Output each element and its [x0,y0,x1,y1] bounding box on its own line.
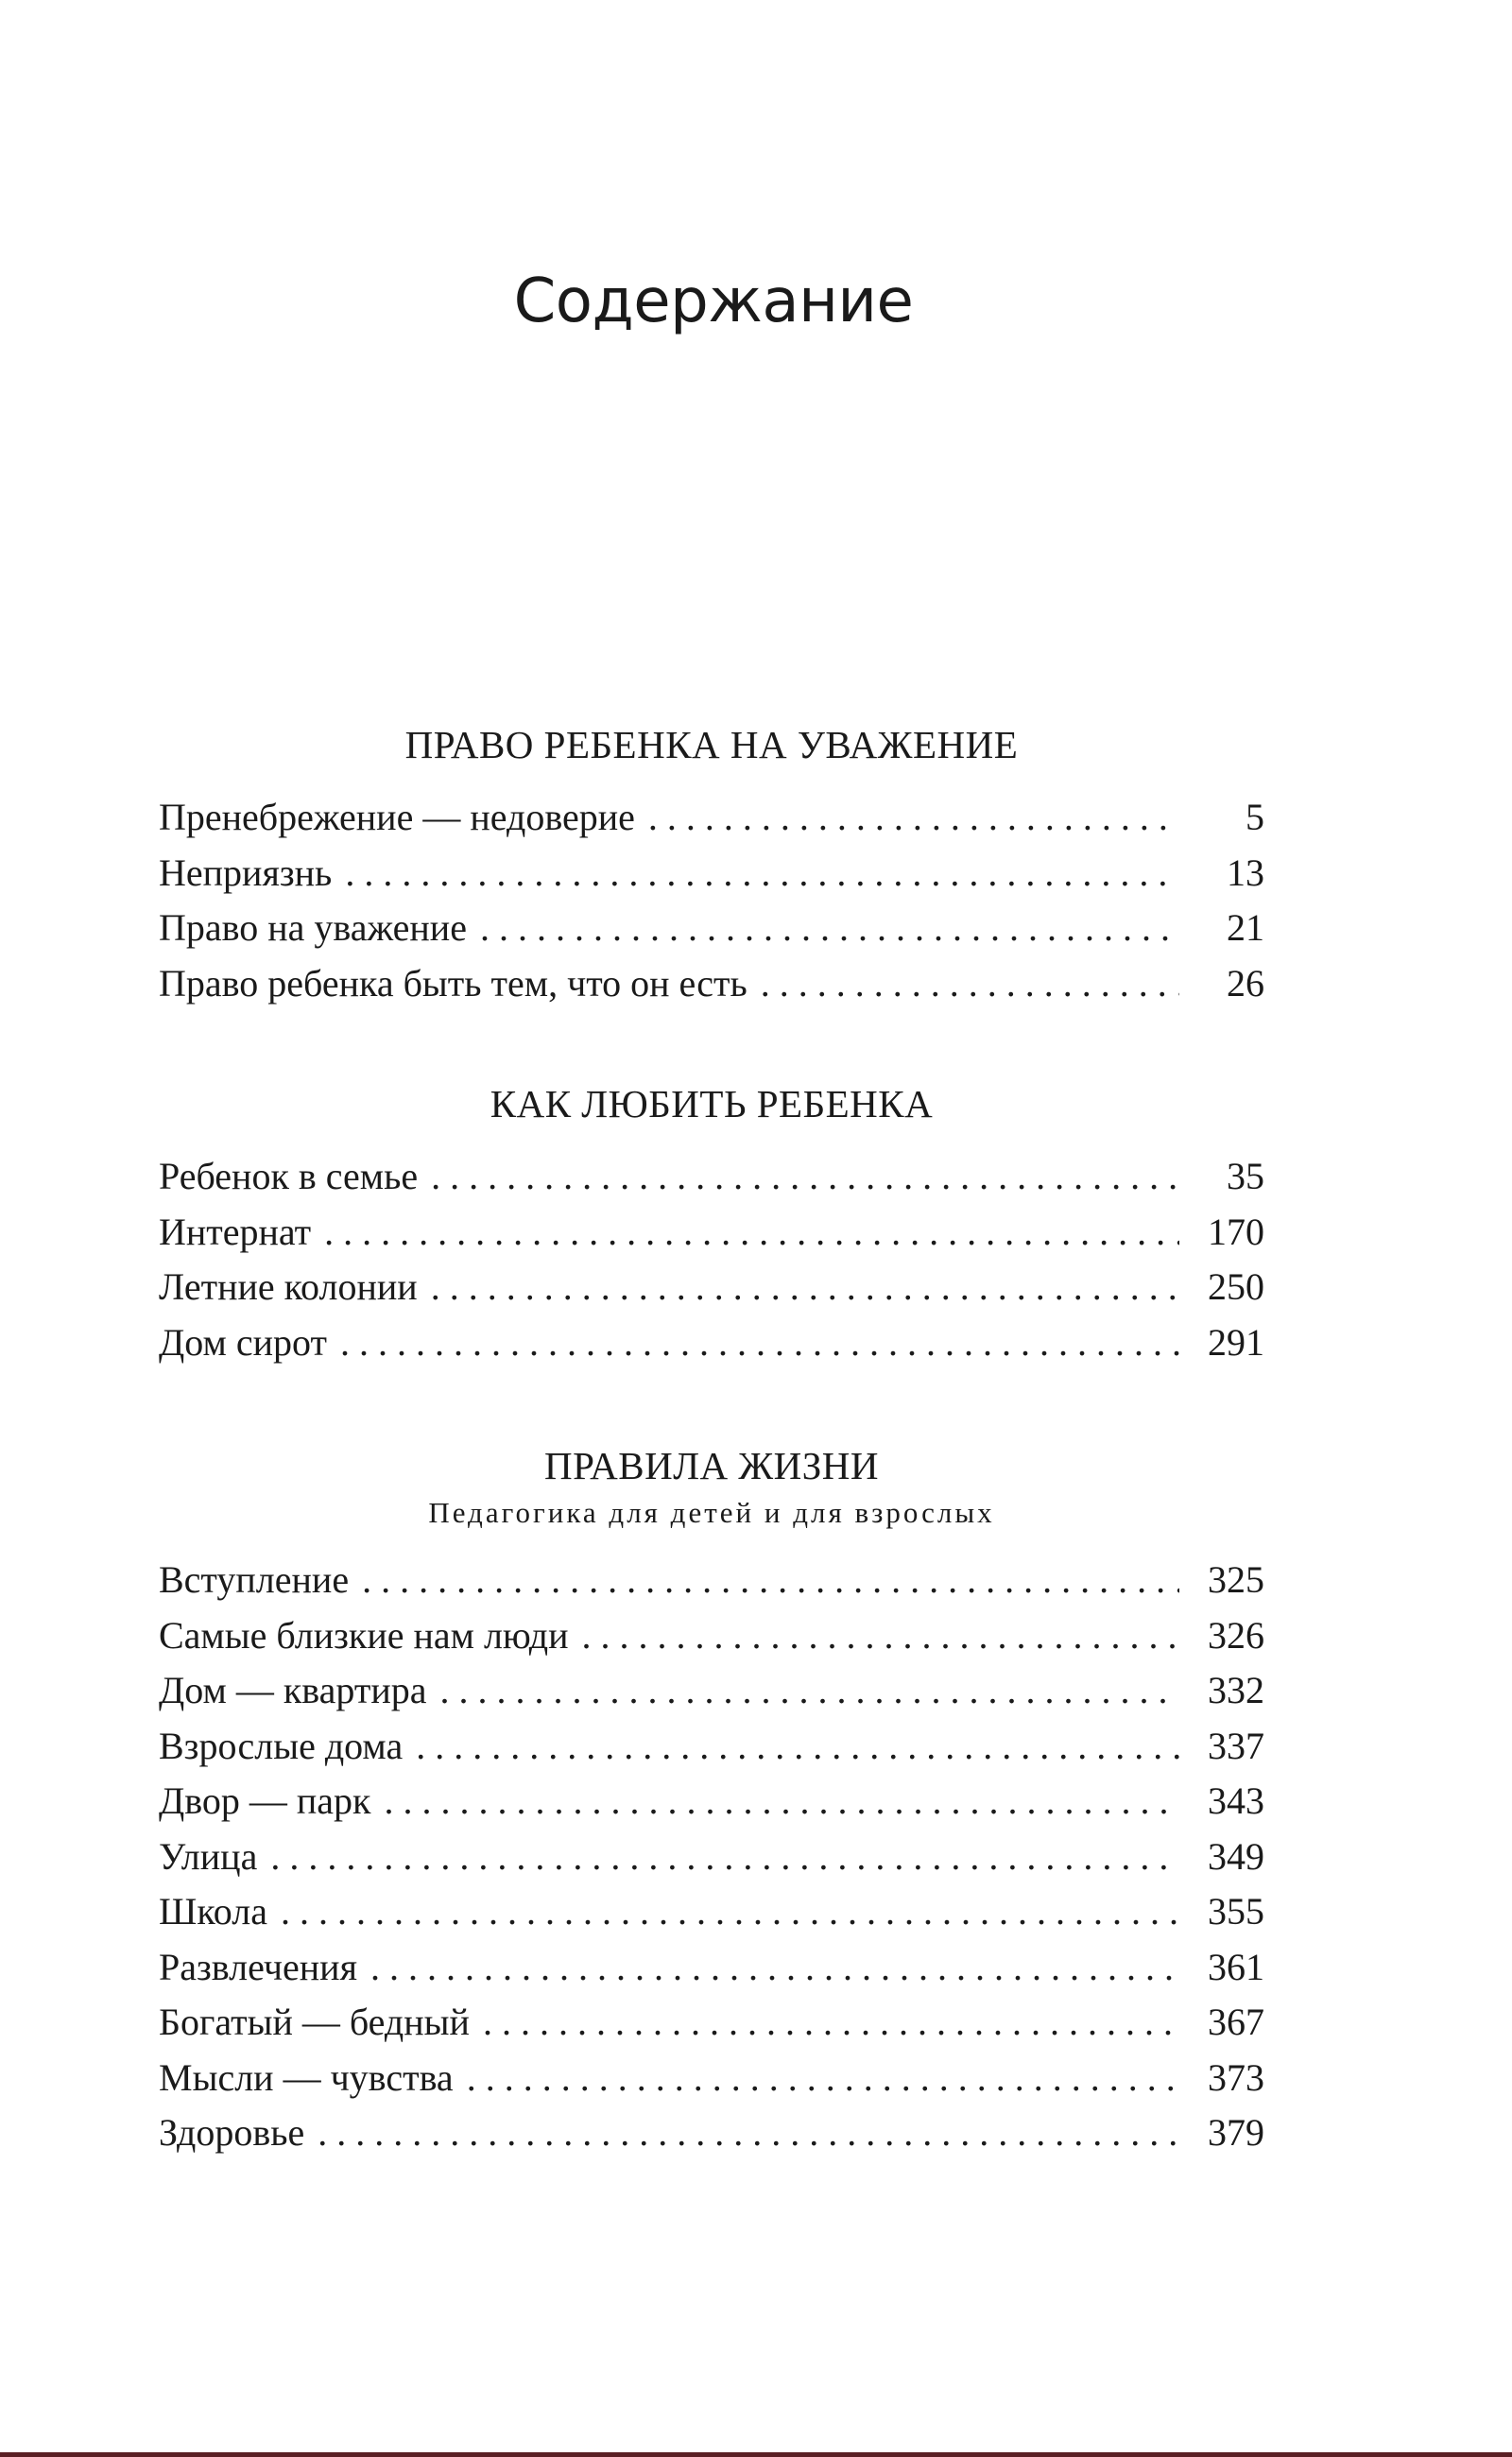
toc-entry[interactable] [159,1995,1264,2051]
toc-entry[interactable] [159,1830,1264,1885]
toc-entry[interactable] [159,1315,1264,1371]
toc-entry[interactable] [159,1553,1264,1608]
dot-leader [385,1774,1180,1830]
entry-title: Взрослые дома [159,1724,404,1767]
dot-leader [440,1663,1180,1719]
entry-title: Самые близкие нам люди [159,1613,569,1657]
entry-page-number: 5 [1246,796,1264,838]
entry-page-number: 367 [1208,2001,1264,2043]
entry-page-number: 355 [1208,1890,1264,1933]
entry-title: Право на уважение [159,906,467,949]
entry-list [159,1553,1264,2161]
entry-title: Дом сирот [159,1320,327,1364]
entry-title: Вступление [159,1558,350,1601]
entry-title: Школа [159,1890,267,1933]
dot-leader [281,1884,1179,1940]
entry-page-number: 343 [1208,1779,1264,1822]
dot-leader [431,1149,1179,1205]
entry-page-number: 337 [1208,1724,1264,1767]
entry-list [159,1149,1264,1370]
entry-page-number: 291 [1208,1320,1264,1364]
entry-page-number: 349 [1208,1834,1264,1878]
toc-entry[interactable] [159,1608,1264,1664]
entry-page-number: 361 [1208,1945,1264,1988]
entry-page-number: 373 [1208,2055,1264,2099]
entry-title: Двор — парк [159,1779,371,1822]
toc-entry[interactable] [159,1719,1264,1775]
dot-leader [270,1830,1179,1885]
dot-leader [582,1608,1179,1664]
entry-page-number: 250 [1208,1265,1264,1308]
entry-page-number: 379 [1208,2111,1264,2154]
toc-entry[interactable] [159,846,1264,902]
dot-leader [324,1205,1179,1261]
toc-entry[interactable] [159,1774,1264,1830]
section-heading: ПРАВО РЕБЕНКА НА УВАЖЕНИЕ [404,723,1019,766]
entry-title: Летние колонии [159,1265,418,1308]
entry-list [159,790,1264,1011]
toc-entry[interactable] [159,1940,1264,1996]
entry-title: Богатый — бедный [159,2001,470,2043]
entry-title: Дом — квартира [159,1669,427,1711]
bottom-rule [0,2452,1512,2457]
entry-title: Интернат [159,1210,312,1253]
entry-page-number: 13 [1227,850,1264,894]
dot-leader [416,1719,1179,1775]
entry-page-number: 26 [1227,961,1264,1005]
page-title: Содержание [513,266,914,336]
toc-entry[interactable] [159,1149,1264,1205]
toc-section-1 [159,718,1264,1011]
entry-title: Пренебрежение — недоверие [159,796,635,838]
dot-leader [345,846,1179,902]
dot-leader [370,1940,1179,1996]
entry-page-number: 326 [1208,1613,1264,1657]
toc-entry[interactable] [159,1260,1264,1315]
entry-title: Мысли — чувства [159,2055,454,2099]
toc-section-2 [159,1077,1264,1370]
toc-entry[interactable] [159,790,1264,846]
dot-leader [483,1995,1179,2051]
toc-section-3 [159,1439,1264,2161]
toc-entry[interactable] [159,956,1264,1012]
dot-leader [480,901,1179,956]
entry-page-number: 21 [1227,906,1264,949]
entry-title: Право ребенка быть тем, что он есть [159,961,747,1005]
entry-title: Развлечения [159,1945,357,1988]
dot-leader [648,790,1179,846]
entry-page-number: 332 [1208,1669,1264,1711]
dot-leader [467,2051,1179,2106]
toc-entry[interactable] [159,901,1264,956]
entry-title: Здоровье [159,2111,305,2154]
entry-title: Улица [159,1834,258,1878]
entry-page-number: 170 [1208,1210,1264,1253]
section-heading: КАК ЛЮБИТЬ РЕБЕНКА [490,1082,934,1125]
dot-leader [318,2105,1179,2161]
entry-page-number: 325 [1208,1558,1264,1601]
dot-leader [340,1315,1179,1371]
section-heading: ПРАВИЛА ЖИЗНИ [544,1444,879,1487]
entry-title: Ребенок в семье [159,1155,419,1197]
toc-entry[interactable] [159,1205,1264,1261]
toc-entry[interactable] [159,2105,1264,2161]
entry-page-number: 35 [1227,1155,1264,1197]
section-subheading: Педагогика для детей и для взрослых [428,1496,995,1529]
dot-leader [362,1553,1179,1608]
toc-entry[interactable] [159,1663,1264,1719]
dot-leader [431,1260,1179,1315]
toc-entry[interactable] [159,2051,1264,2106]
toc-entry[interactable] [159,1884,1264,1940]
entry-title: Неприязнь [159,850,333,894]
dot-leader [761,956,1179,1012]
